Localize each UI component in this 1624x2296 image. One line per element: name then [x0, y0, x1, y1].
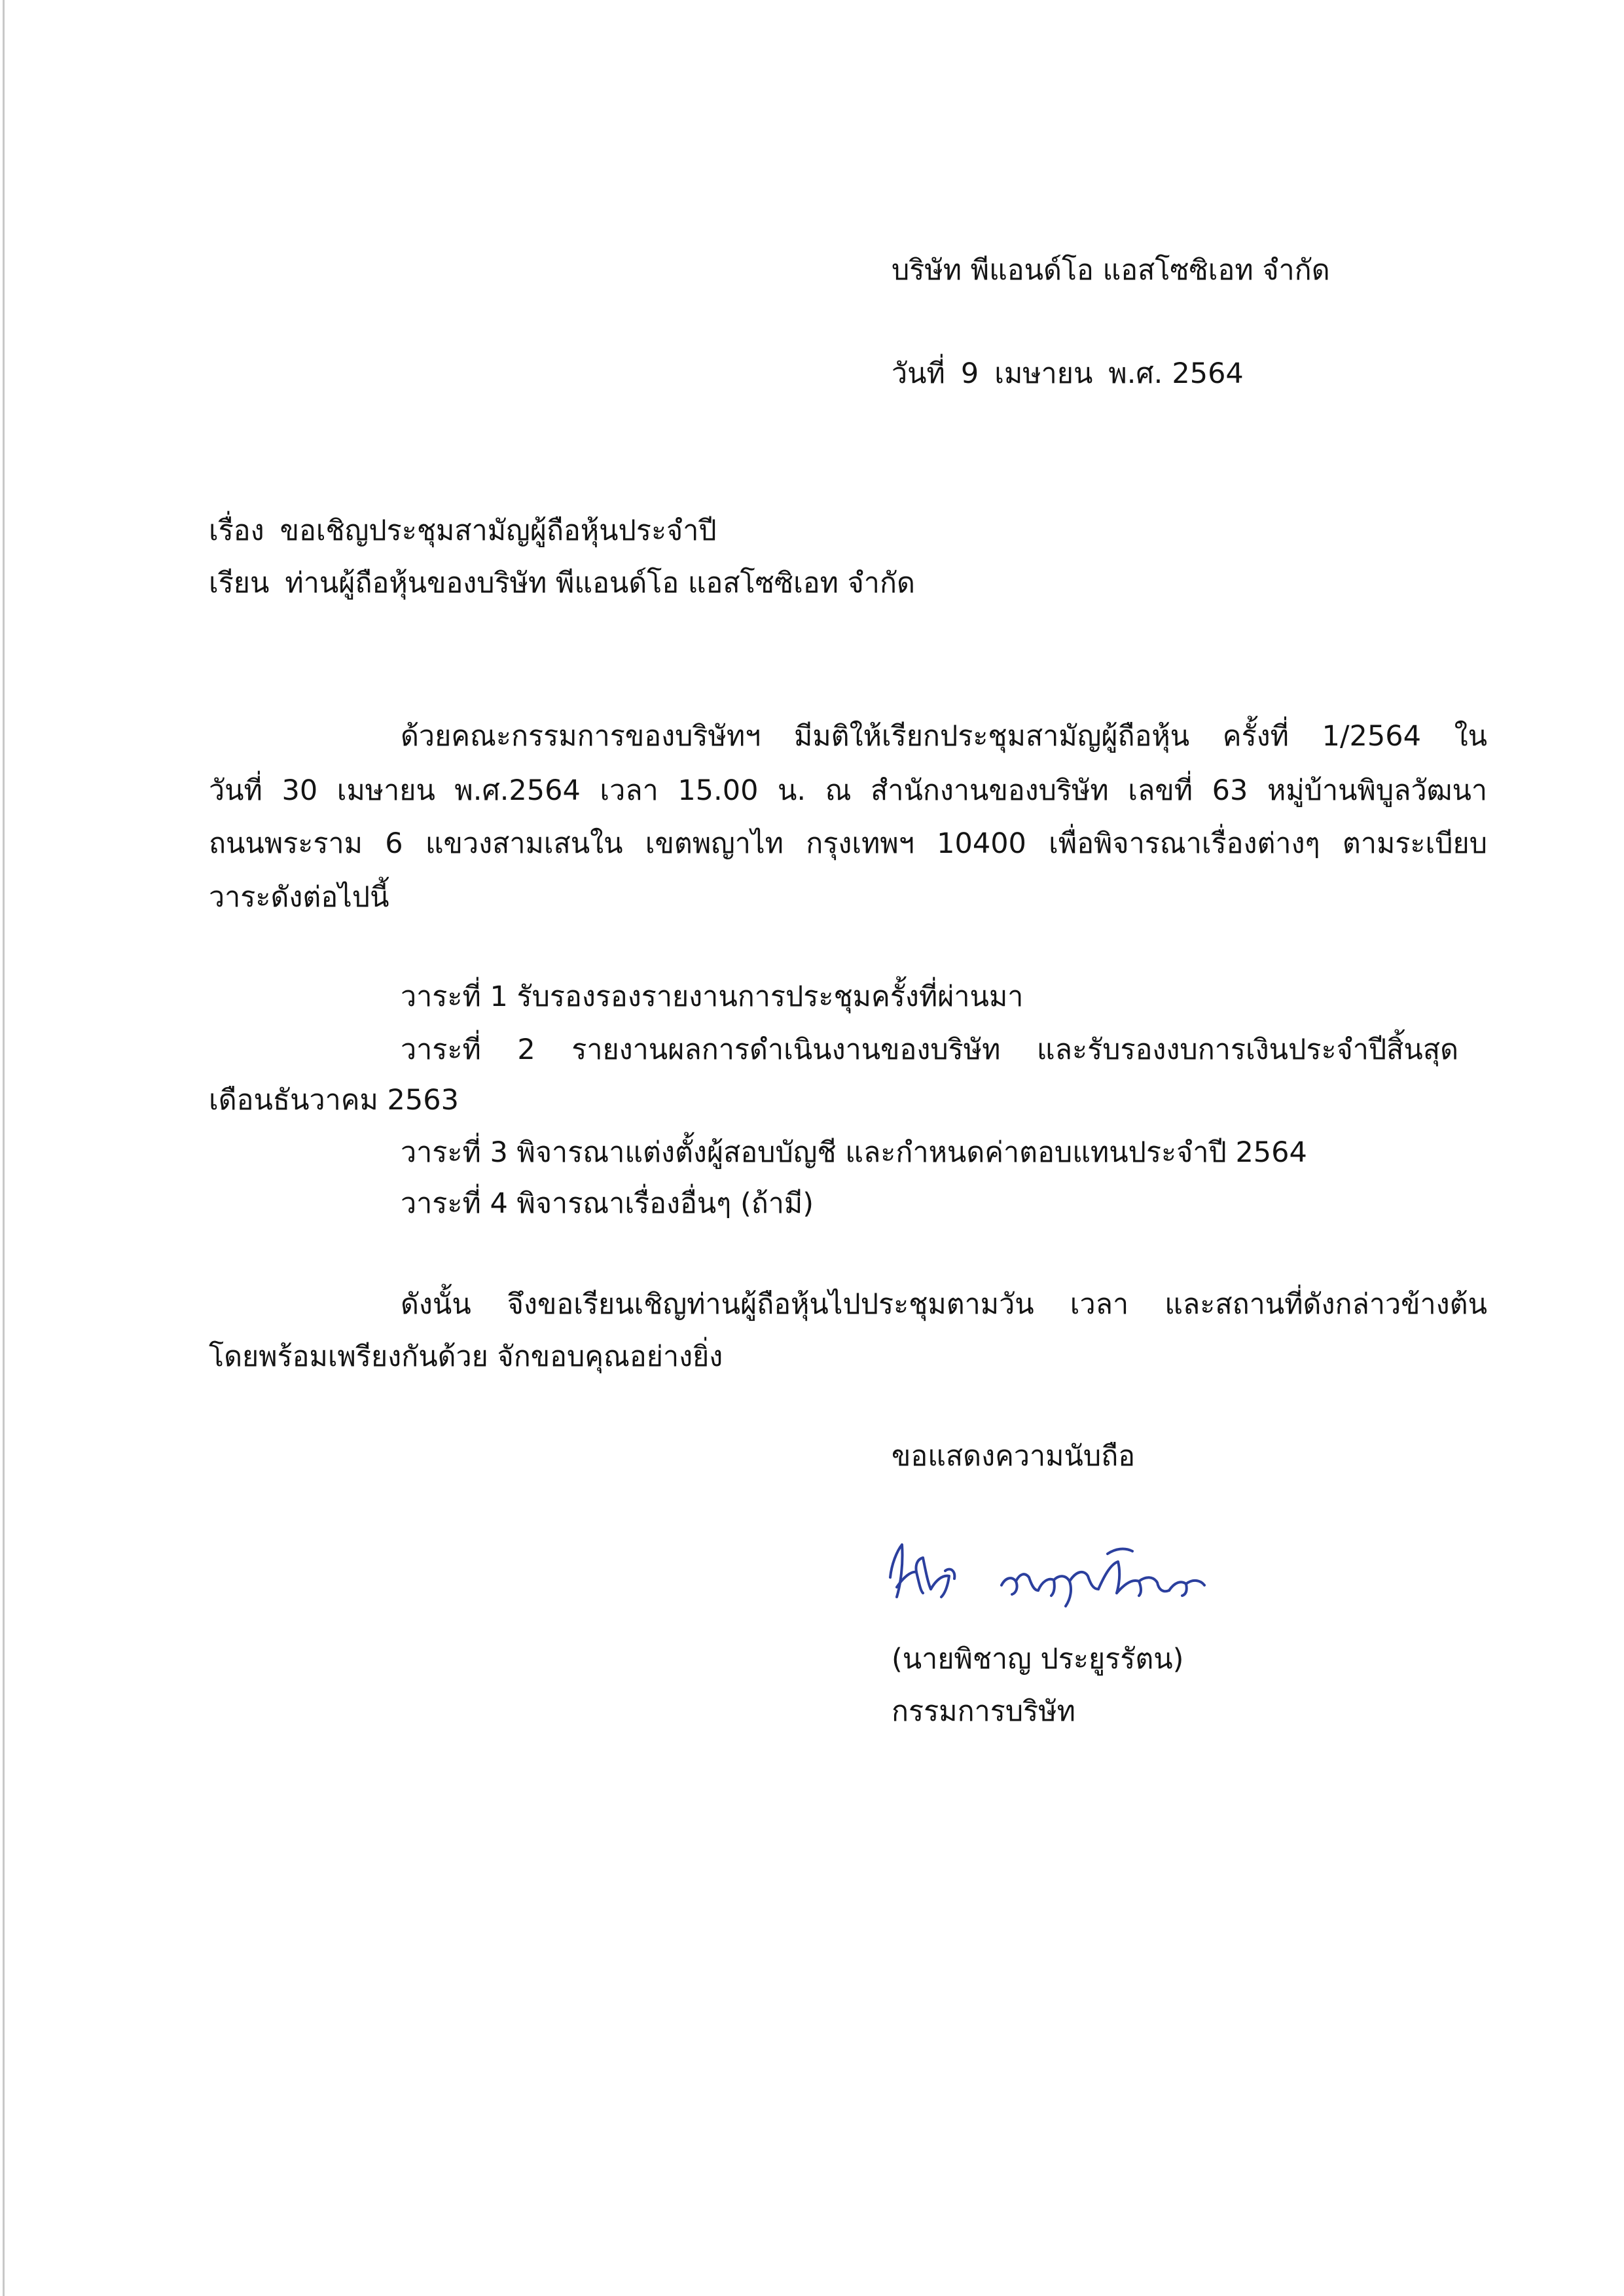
subject-label: เรื่อง — [209, 514, 264, 547]
intro-line-2: วันที่ 30 เมษายน พ.ศ.2564 เวลา 15.00 น. ณ สำนักงานของบริษัท เลขที่ 63 หมู่บ้านพิบูลวัฒนา — [209, 774, 1487, 807]
intro-line-4: วาระดังต่อไปนี้ — [209, 881, 389, 914]
recipient-line — [209, 567, 915, 601]
agenda-item-2-line-1: วาระที่ 2 รายงานผลการดำเนินงานของบริษัท และรับรองงบการเงินประจำปีสิ้นสุด — [401, 1033, 1458, 1066]
closing-line-2: โดยพร้อมเพรียงกันด้วย จักขอบคุณอย่างยิ่ง — [209, 1340, 723, 1373]
regards-text: ขอแสดงความนับถือ — [892, 1440, 1136, 1473]
page-edge-line — [3, 0, 5, 2296]
recipient-text: ท่านผู้ถือหุ้นของบริษัท พีแอนด์โอ แอสโซซิเอท จำกัด — [285, 567, 915, 600]
agenda-item-4: วาระที่ 4 พิจารณาเรื่องอื่นๆ (ถ้ามี) — [401, 1187, 814, 1220]
company-name: บริษัท พีแอนด์โอ แอสโซซิเอท จำกัด — [892, 254, 1330, 287]
agenda-item-3: วาระที่ 3 พิจารณาแต่งตั้งผู้สอบบัญชี และกำหนดค่าตอบแทนประจำปี 2564 — [401, 1136, 1307, 1169]
handwritten-signature-icon — [877, 1525, 1231, 1610]
date-label: วันที่ — [892, 357, 945, 390]
closing-line-1: ดังนั้น จึงขอเรียนเชิญท่านผู้ถือหุ้นไปประชุมตามวัน เวลา และสถานที่ดังกล่าวข้างต้น — [401, 1288, 1487, 1321]
letter-date — [892, 357, 1244, 391]
recipient-label: เรียน — [209, 567, 270, 600]
agenda-item-1: วาระที่ 1 รับรองรองรายงานการประชุมครั้งที่ผ่านมา — [401, 980, 1024, 1013]
subject-text: ขอเชิญประชุมสามัญผู้ถือหุ้นประจำปี — [280, 514, 717, 547]
signatory-name: (นายพิชาญ ประยูรรัตน) — [892, 1643, 1184, 1676]
signatory-title: กรรมการบริษัท — [892, 1695, 1075, 1728]
date-day: 9 — [960, 357, 979, 390]
date-era: พ.ศ. — [1108, 357, 1163, 390]
subject-line — [209, 514, 717, 548]
intro-line-3: ถนนพระราม 6 แขวงสามเสนใน เขตพญาไท กรุงเทพฯ 10400 เพื่อพิจารณาเรื่องต่างๆ ตามระเบียบ — [209, 827, 1487, 860]
date-year: 2564 — [1172, 357, 1244, 390]
intro-line-1: ด้วยคณะกรรมการของบริษัทฯ มีมติให้เรียกประชุมสามัญผู้ถือหุ้น ครั้งที่ 1/2564 ใน — [401, 720, 1487, 753]
agenda-item-2-line-2: เดือนธันวาคม 2563 — [209, 1084, 459, 1117]
date-month: เมษายน — [994, 357, 1093, 390]
